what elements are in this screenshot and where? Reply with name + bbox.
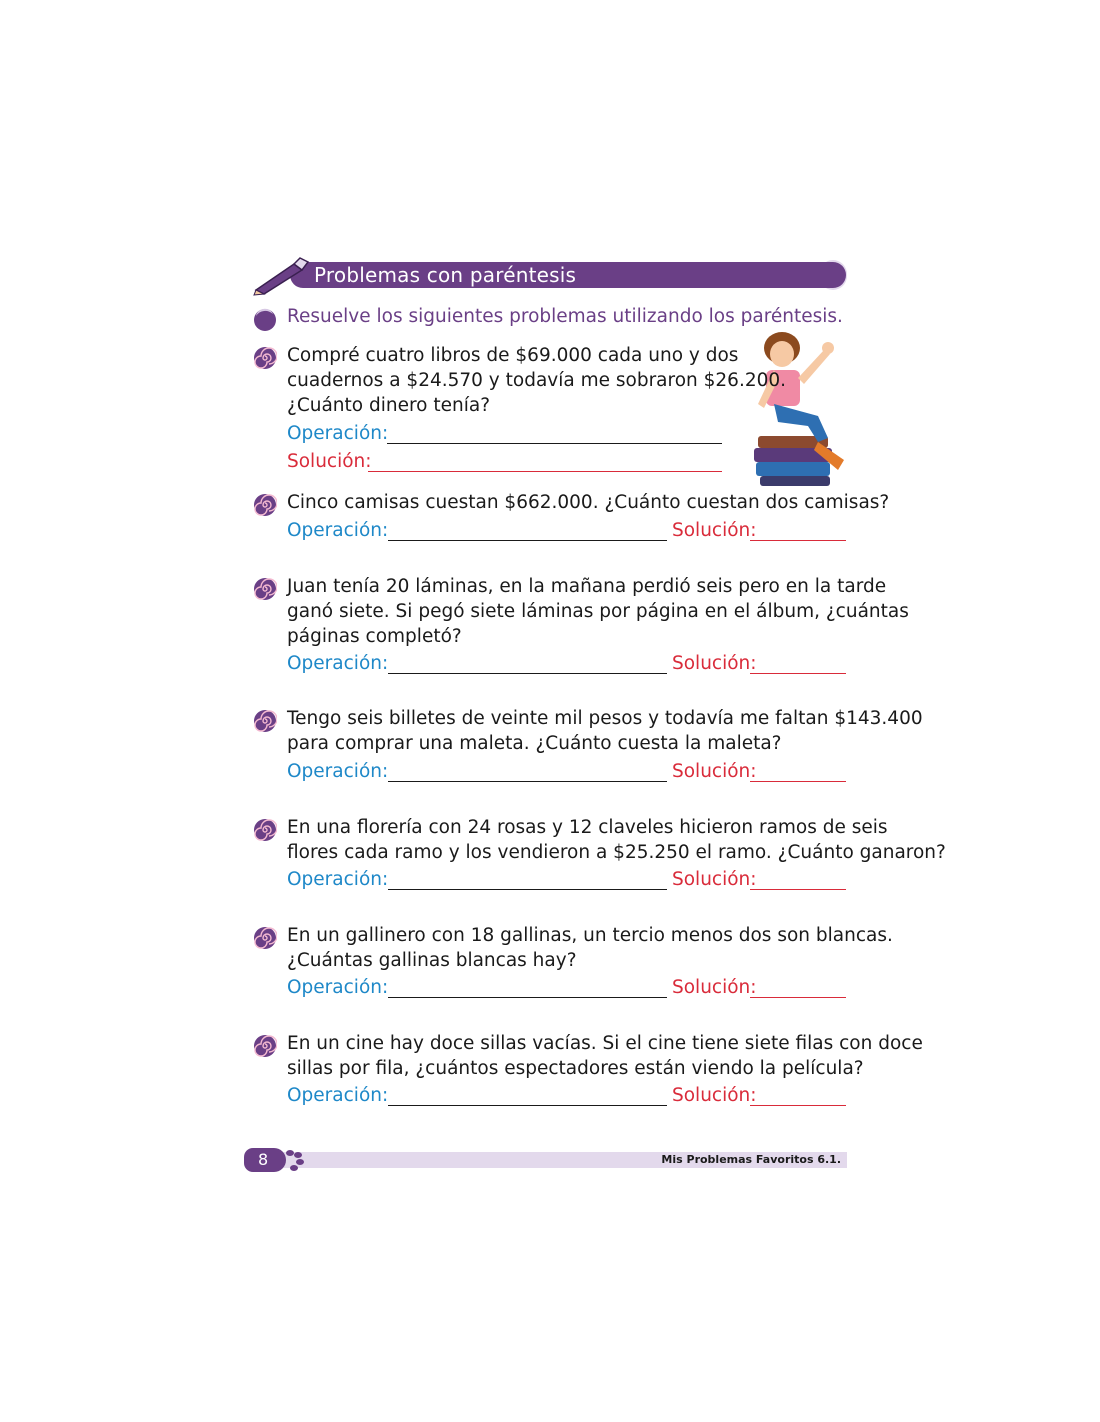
pencil-icon [252,256,312,296]
solution-answer-line[interactable] [368,471,722,472]
paw-icon [280,1148,306,1172]
solution-answer-line[interactable] [750,673,846,674]
page-number: 8 [258,1150,269,1169]
spiral-icon [253,1034,277,1058]
problem-text-line: En un cine hay doce sillas vacías. Si el cine tiene siete filas con doce [287,1033,923,1054]
problem-text-line: Cinco camisas cuestan $662.000. ¿Cuánto cuestan dos camisas? [287,492,890,513]
solution-label: Solución: [672,653,757,674]
solution-answer-line[interactable] [750,781,846,782]
spiral-icon [253,346,277,370]
problem-text-line: cuadernos a $24.570 y todavía me sobraron $26.200. [287,370,787,391]
solution-answer-line[interactable] [750,889,846,890]
problem-text-line: páginas completó? [287,626,462,647]
operation-answer-line[interactable] [388,781,667,782]
problem-text-line: Compré cuatro libros de $69.000 cada uno y dos [287,345,739,366]
operation-answer-line[interactable] [388,673,667,674]
book-title: Mis Problemas Favoritos 6.1. [661,1153,841,1166]
solution-label: Solución: [672,520,757,541]
problem-text-line: para comprar una maleta. ¿Cuánto cuesta la maleta? [287,733,782,754]
page-footer [244,1148,847,1172]
problem-text-line: flores cada ramo y los vendieron a $25.250 el ramo. ¿Cuánto ganaron? [287,842,946,863]
operation-answer-line[interactable] [388,1105,667,1106]
operation-label: Operación: [287,653,389,674]
operation-label: Operación: [287,761,389,782]
problem-text-line: ¿Cuánto dinero tenía? [287,395,491,416]
problem-text-line: En una florería con 24 rosas y 12 claveles hicieron ramos de seis [287,817,888,838]
spiral-icon [253,818,277,842]
solution-answer-line[interactable] [750,540,846,541]
problem-text-line: ¿Cuántas gallinas blancas hay? [287,950,577,971]
instruction-text: Resuelve los siguientes problemas utilizando los paréntesis. [287,306,843,327]
spiral-icon [253,709,277,733]
problem-text-line: Juan tenía 20 láminas, en la mañana perdió seis pero en la tarde [287,576,887,597]
problem-text-line: En un gallinero con 18 gallinas, un tercio menos dos son blancas. [287,925,893,946]
spiral-icon [253,493,277,517]
operation-label: Operación: [287,869,389,890]
operation-label: Operación: [287,977,389,998]
solution-label: Solución: [672,1085,757,1106]
solution-label: Solución: [672,977,757,998]
operation-answer-line[interactable] [388,997,667,998]
spiral-icon [253,577,277,601]
solution-answer-line[interactable] [750,1105,846,1106]
girl-illustration [748,330,848,490]
spiral-icon [253,926,277,950]
operation-label: Operación: [287,1085,389,1106]
solution-label: Solución: [672,869,757,890]
solution-label: Solución: [672,761,757,782]
operation-answer-line[interactable] [387,443,722,444]
problem-text-line: ganó siete. Si pegó siete láminas por página en el álbum, ¿cuántas [287,601,909,622]
problem-text-line: Tengo seis billetes de veinte mil pesos y todavía me faltan $143.400 [287,708,923,729]
operation-label: Operación: [287,423,389,444]
page-title: Problemas con paréntesis [314,263,577,287]
section-header [252,260,847,290]
operation-answer-line[interactable] [388,540,667,541]
operation-label: Operación: [287,520,389,541]
half-circle-icon [253,308,277,332]
solution-label: Solución: [287,451,372,472]
problem-text-line: sillas por fila, ¿cuántos espectadores están viendo la película? [287,1058,864,1079]
solution-answer-line[interactable] [750,997,846,998]
operation-answer-line[interactable] [388,889,667,890]
